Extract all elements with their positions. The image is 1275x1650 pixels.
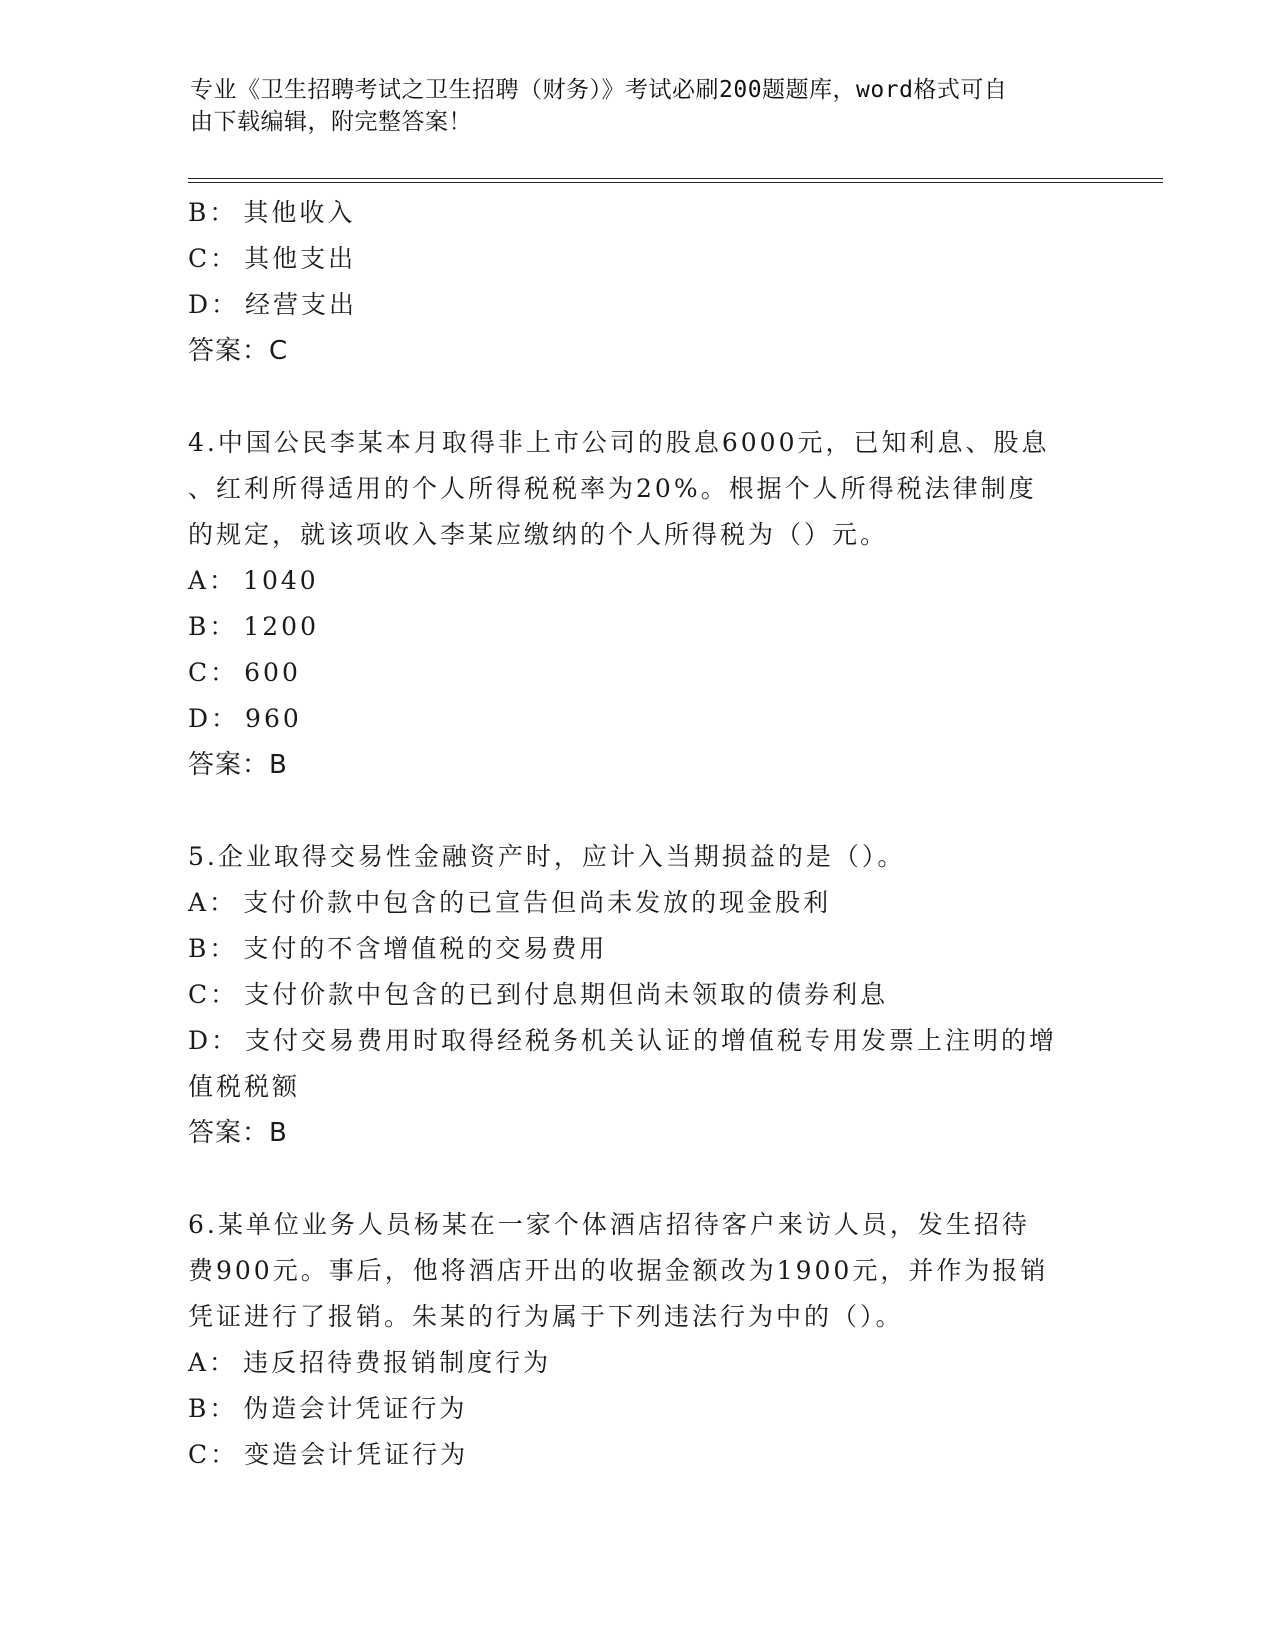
question-4 (188, 420, 1088, 788)
option-d-continuation: 值税税额 (188, 1072, 301, 1101)
option-a: A： 1040 (188, 566, 319, 595)
option-d: D： 960 (188, 704, 302, 733)
option-d: D： 经营支出 (188, 290, 358, 319)
question-content (188, 190, 1088, 1478)
option-b: B： 支付的不含增值税的交易费用 (188, 934, 608, 963)
answer: 答案：C (188, 336, 289, 366)
answer: 答案：B (188, 750, 288, 780)
question-6 (188, 1202, 1088, 1478)
header-line-2: 由下载编辑，附完整答案！ (190, 109, 472, 135)
question-stem-line: 的规定，就该项收入李某应缴纳的个人所得税为（）元。 (188, 520, 889, 549)
option-b: B： 1200 (188, 612, 319, 641)
question-stem-line: 费900元。事后，他将酒店开出的收据金额改为1900元，并作为报销 (188, 1256, 1049, 1285)
question-stem-line: 、红利所得适用的个人所得税税率为20%。根据个人所得税法律制度 (188, 474, 1037, 503)
option-c: C： 600 (188, 658, 301, 687)
option-c: C： 其他支出 (188, 244, 357, 273)
question-5 (188, 834, 1088, 1156)
header-line-1: 专业《卫生招聘考试之卫生招聘（财务）》考试必刷200题题库，word格式可自 (190, 77, 1008, 103)
option-c: C： 支付价款中包含的已到付息期但尚未领取的债券利息 (188, 980, 889, 1009)
header-divider (188, 178, 1163, 183)
document-header (190, 74, 1070, 138)
option-d: D： 支付交易费用时取得经税务机关认证的增值税专用发票上注明的增 (188, 1026, 1058, 1055)
answer: 答案：B (188, 1118, 288, 1148)
option-b: B： 伪造会计凭证行为 (188, 1394, 468, 1423)
question-stem-line: 6.某单位业务人员杨某在一家个体酒店招待客户来访人员，发生招待 (188, 1210, 1030, 1239)
option-a: A： 违反招待费报销制度行为 (188, 1348, 552, 1377)
question-stem-line: 5.企业取得交易性金融资产时，应计入当期损益的是（）。 (188, 842, 906, 871)
option-a: A： 支付价款中包含的已宣告但尚未发放的现金股利 (188, 888, 832, 917)
option-c: C： 变造会计凭证行为 (188, 1440, 469, 1469)
question-3 (188, 190, 1088, 374)
question-stem-line: 凭证进行了报销。朱某的行为属于下列违法行为中的（）。 (188, 1302, 904, 1331)
option-b: B： 其他收入 (188, 198, 356, 227)
question-stem-line: 4.中国公民李某本月取得非上市公司的股息6000元，已知利息、股息 (188, 428, 1050, 457)
